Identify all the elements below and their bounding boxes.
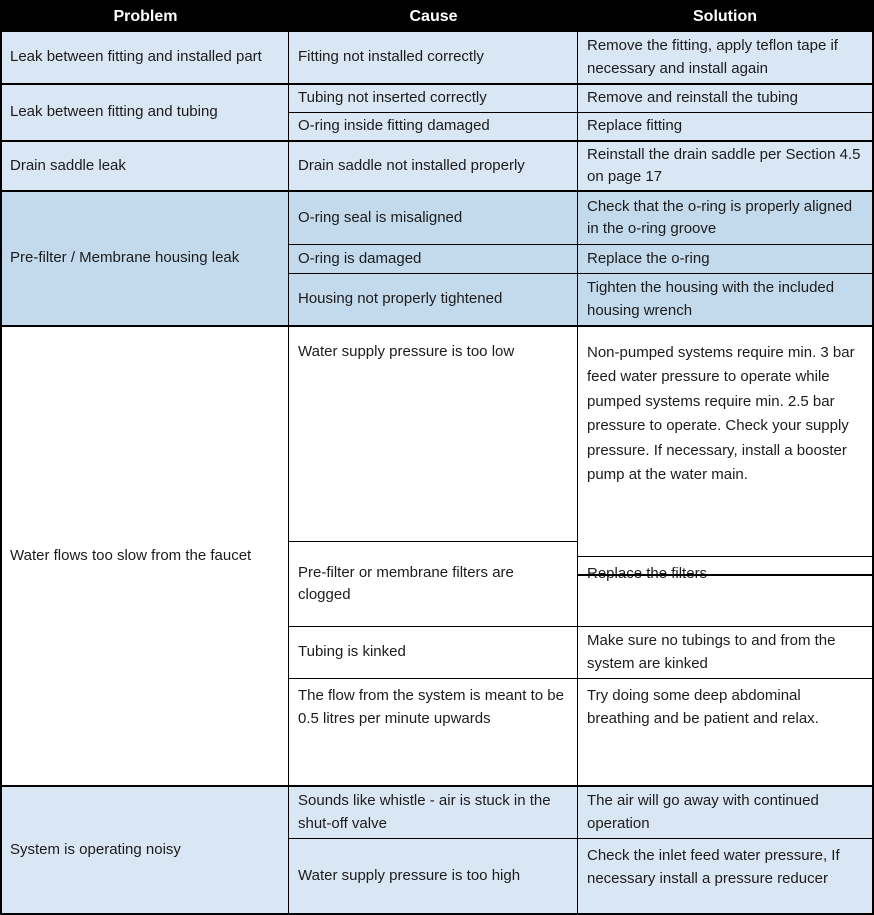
solution-cell: Check the inlet feed water pressure, If necessary install a pressure reducer [587, 847, 840, 887]
solution-column [578, 142, 872, 190]
cause-cell: Housing not properly tightened [298, 290, 503, 308]
solution-column [578, 787, 872, 913]
cause-column [289, 327, 578, 785]
table-section [2, 327, 872, 787]
table-section [2, 32, 872, 85]
solution-column [578, 192, 872, 325]
solution-cell [578, 557, 872, 627]
solution-text: Replace the filters [587, 565, 708, 582]
solution-cell: Try doing some deep abdominal breathing and be patient and relax. [587, 687, 819, 727]
cause-column [289, 142, 578, 190]
cause-cell: O-ring inside fitting damaged [298, 117, 490, 135]
solution-cell: Tighten the housing with the included housing wrench [587, 279, 835, 319]
problem-cell: Leak between fitting and installed part [2, 32, 289, 83]
problem-cell: Leak between fitting and tubing [2, 85, 289, 140]
problem-cell: Pre-filter / Membrane housing leak [2, 192, 289, 325]
solution-cell: Replace fitting [587, 117, 683, 135]
solution-cell: Non-pumped systems require min. 3 bar feed water pressure to operate while pumped systems require min. 2.5 bar pressure to operate. Check your supply pressure. If necessary, install a booster pump at the water main. [578, 327, 872, 557]
cause-cell: O-ring is damaged [289, 245, 577, 274]
solution-cell: The air will go away with continued operation [578, 787, 872, 839]
solution-cell: Reinstall the drain saddle per Section 4.5 on page 17 [587, 145, 861, 185]
problem-cell: Water flows too slow from the faucet [2, 327, 289, 785]
solution-column [578, 32, 872, 83]
cause-cell: Drain saddle not installed properly [298, 156, 525, 174]
solution-column [578, 85, 872, 140]
cause-cell: O-ring seal is misaligned [289, 192, 577, 245]
cause-cell: Water supply pressure is too low [289, 327, 577, 542]
cause-column [289, 32, 578, 83]
solution-cell: Remove the fitting, apply teflon tape if necessary and install again [587, 37, 838, 77]
table-section [2, 787, 872, 913]
cause-column [289, 85, 578, 140]
table-section [2, 192, 872, 327]
solution-cell: Make sure no tubings to and from the system are kinked [578, 627, 872, 679]
solution-cell: Check that the o-ring is properly aligned in the o-ring groove [578, 192, 872, 245]
problem-cell: Drain saddle leak [2, 142, 289, 190]
problem-cell: System is operating noisy [2, 787, 289, 913]
solution-cell: Replace the o-ring [578, 245, 872, 274]
cause-cell: Sounds like whistle - air is stuck in the shut-off valve [289, 787, 577, 839]
cause-cell: Fitting not installed correctly [298, 48, 484, 66]
cause-cell: Tubing is kinked [289, 627, 577, 679]
solution-column [578, 327, 872, 785]
col-header-cause: Cause [409, 8, 458, 25]
col-header-problem: Problem [113, 8, 178, 25]
cause-cell: The flow from the system is meant to be 0.5 litres per minute upwards [298, 687, 564, 727]
solution-cell: Remove and reinstall the tubing [578, 85, 872, 113]
cause-cell: Pre-filter or membrane filters are clogged [289, 542, 577, 627]
cause-cell: Tubing not inserted correctly [289, 85, 577, 113]
table-section [2, 142, 872, 192]
cause-cell: Water supply pressure is too high [298, 866, 521, 884]
table-header-row [2, 2, 872, 32]
table-section [2, 85, 872, 142]
cause-column [289, 787, 578, 913]
col-header-solution: Solution [693, 8, 757, 25]
cause-column [289, 192, 578, 325]
